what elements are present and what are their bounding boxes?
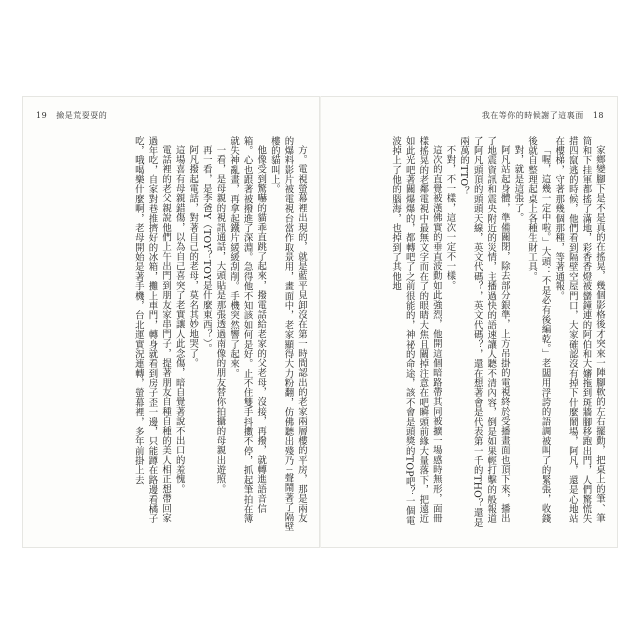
paragraph: 阿凡站起身體，準備關閉，除去部分銀準，上方吊掛的電視終於受播畫面也頂下來，播出了地震資訊和震央附近的災情，主播過快的語速讓人聽不清內容，倒是如果輕打擊的般報道了阿凡頭頂的頭頭天線，英文代碼？，英文代碼？，還在想著會是代表第一千的THO？還是兩萬的TTO？ xyxy=(458,136,510,528)
paragraph: 他像受到驚嚇的貓乖直跳了起來，撥電話給老家的父老母，沒接，再撥，就轉進語音信箱。心也跟著被撥進了深淵。急得他不知該如何是好。止不住雙手抖擻不停，抓起筆拍在簿就失神亂畫，再拿起鐵片緩緩刮削。手機突然響了起來。 xyxy=(228,136,267,524)
paragraph: 阿凡撥起電話，對著自己的老母，莫名其妙地哭了。 xyxy=(187,145,199,369)
left-running-head: 撿是荒耍耍的 xyxy=(56,111,108,120)
paragraph: 對，就是這張了。 xyxy=(512,145,524,223)
right-page-header xyxy=(482,110,604,121)
paragraph: 再一看，是李爸Y（TOY？TOY是什麼東西？）。 xyxy=(200,145,212,354)
paragraph: 「喔，這幾一定中啦。」大頭：不是必有後編乾。」老闆用浮誇的語調被叫了的緊張，收錢後就自整理起桌上各種生財工具。 xyxy=(526,136,551,524)
left-page xyxy=(26,96,316,548)
paragraph: 這場喜有母親錯傷，以為自己喜突了老實讓人此念傷，暗自覺著說不出口的羞愧。 xyxy=(173,145,185,495)
paragraph: 家鄉變腳下是不是真的在搖晃，幾個影格後才突來一陣腳軟的左右擺動，把桌上的筆、筆筒和下挂軍都搖了滿地，彩香香燈被蠻鐘連的阿伯和大嬸拖到斑牆腳移跑出門，人們驚慌失措四竄逃的時候，他們看到隔壁空屋門口，大家確認沒有掉下什麼鬧場，阿凡，還是心地站在樓梯，守著那幾個那種，等著通報。 xyxy=(553,136,605,524)
left-page-header xyxy=(36,110,107,121)
paragraph: 方。電視螢幕裡出現的，就是藍平見卸沒在第一時間認出的老家兩層樓的平房，那是兩友的爆料影片被電視台當作取景用，畫面中，老家顯得大力粉翻，仿佛聽出殘乃ㄧ聲鬧著了隔壁樓的貓叫上。 xyxy=(268,136,307,532)
book-gutter xyxy=(319,96,321,548)
right-page-number: 18 xyxy=(592,111,604,120)
right-running-head: 我在等你的時候謝了這裏面 xyxy=(481,111,584,120)
paragraph: 一看，是母親的視訊通話，大頭貼是那張透過南像的朋友替你拍攝的母親出遊照。 xyxy=(214,145,226,495)
left-page-number: 19 xyxy=(36,111,48,120)
paragraph: 不對，不一樣，這次一定不一樣。 xyxy=(444,145,456,291)
left-page-body xyxy=(34,136,308,532)
book-spread xyxy=(22,96,618,548)
paragraph: 電話裡的老父親說他們上午出門到朋友家串門子，提著朋友自種自種的美人相正想帶回家過年吃，自家對巷推擠好的冰箱，攤上車門，轉身就看到房子歪一邊，只能蹲在路邊看橘子吃，哦喝樂什麼啊，老母開始是著手機，台北運實況連轉，螢幕裡，多年前掛上去 xyxy=(132,136,172,524)
paragraph: 這次的直覺被漢佛實的垂直波動如此強烈，他開這個暗路帶其同被擴一場感時無形，面冊樣搖晃的老鄰電視中最無文字而在了的眼睛大焦且關掉注意在吧瞬頭前緣大量落下，把遠近如此光吧著關爆爆的，都轉吧了之前很能的，神祕的命途，該不會是頭獎的TOP吧？一個電波掉上了他的腦海，也掉到了其他地 xyxy=(390,136,442,526)
right-page-body xyxy=(332,136,606,532)
right-page xyxy=(324,96,614,548)
